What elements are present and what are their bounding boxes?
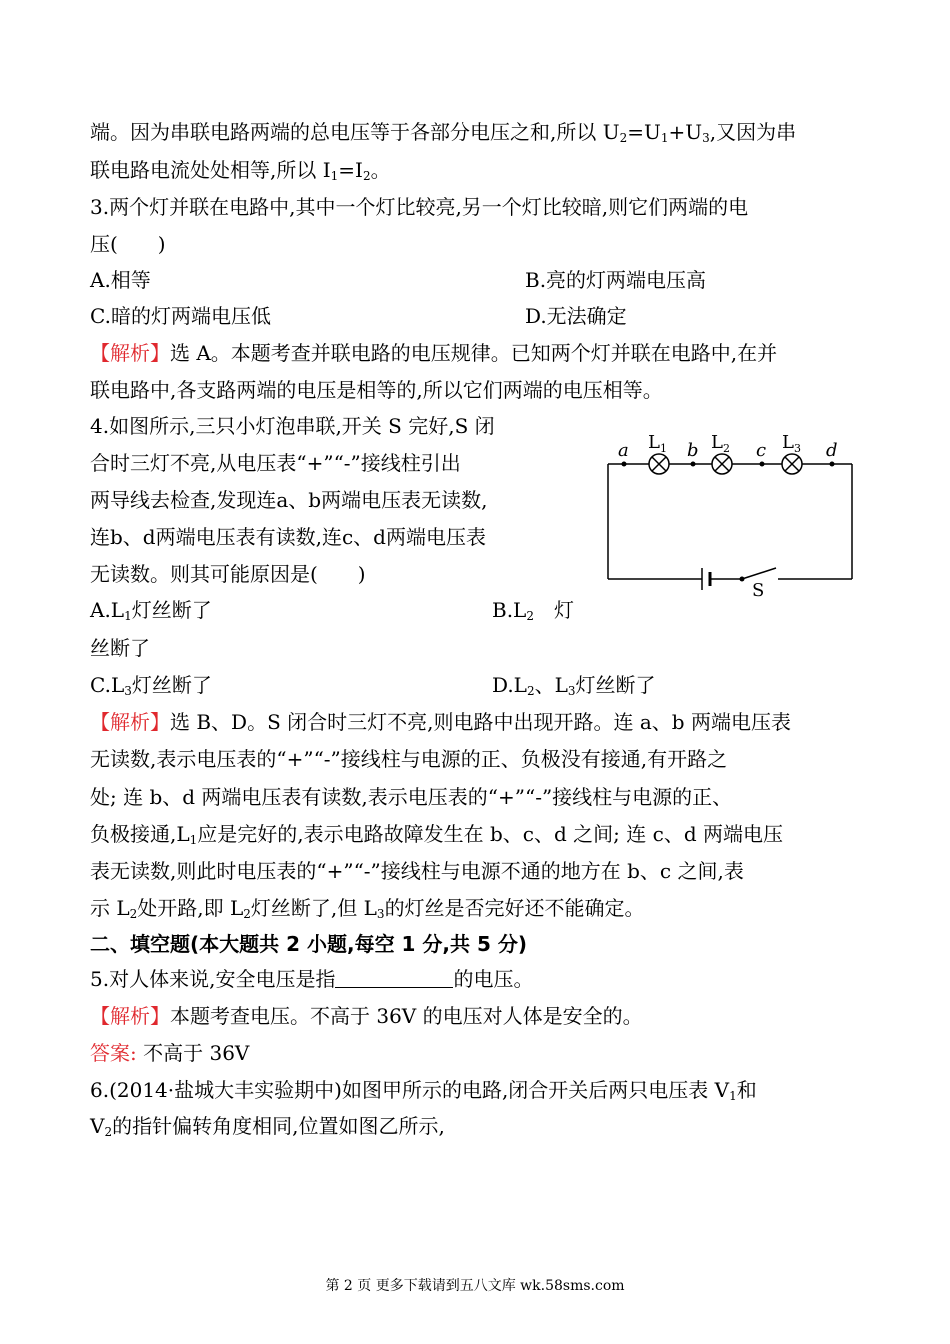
q4-option-b-wrap: 丝断了	[90, 636, 150, 660]
lamp-label-l3: $L_3$	[782, 432, 801, 455]
q2-line-1: 端。因为串联电路两端的总电压等于各部分电压之和,所以 $U_2=U_1+U_3$,又因为串	[90, 120, 797, 145]
node-label-c: c	[756, 440, 767, 461]
q4-option-d: $D.L_2$、$L_3$灯丝断了	[492, 673, 656, 698]
q4-analysis-4: 负极接通$,L_1$应是完好的,表示电路故障发生在 b、c、d 之间; 连 c、d 两端电压	[90, 822, 783, 847]
switch-label-s: S	[752, 580, 765, 600]
battery-icon	[702, 568, 710, 590]
q3-analysis-1: 【解析】选 A。本题考查并联电路的电压规律。已知两个灯并联在电路中,在并	[90, 341, 778, 365]
q4-option-a: $A.L_1$灯丝断了	[90, 598, 212, 623]
q3-stem-2: 压( )	[90, 232, 166, 256]
q4-analysis-6: 示 $L_2$处开路,即 $L_2$灯丝断了,但 $L_3$的灯丝是否完好还不能确定。	[90, 896, 645, 921]
q2-line-2: 联电路电流处处相等,所以 $I_1=I_2$。	[90, 158, 391, 183]
q4-analysis-5: 表无读数,则此时电压表的“+”“-”接线柱与电源不通的地方在 b、c 之间,表	[90, 859, 744, 883]
analysis-tag: 【解析】	[90, 1004, 170, 1028]
answer-tag: 答案:	[90, 1041, 137, 1065]
circuit-diagram	[600, 420, 860, 600]
q5-analysis: 【解析】本题考查电压。不高于 36V 的电压对人体是安全的。	[90, 1004, 643, 1028]
q5-answer: 答案: 不高于 36V	[90, 1041, 250, 1065]
node-label-d: d	[826, 440, 838, 461]
q3-stem-1: 3.两个灯并联在电路中,其中一个灯比较亮,另一个灯比较暗,则它们两端的电	[90, 195, 749, 219]
analysis-tag: 【解析】	[90, 341, 170, 365]
q6-line-2: $V_2$的指针偏转角度相同,位置如图乙所示,	[90, 1114, 445, 1139]
page-footer: 第 2 页 更多下载请到五八文库 wk.58sms.com	[325, 1278, 625, 1294]
lamp-label-l2: $L_2$	[711, 432, 730, 455]
lamp-label-l1: $L_1$	[648, 432, 667, 455]
q4-option-b: $B.L_2$ 灯	[492, 598, 574, 623]
q3-option-a: A.相等	[90, 268, 151, 292]
junction-dots	[622, 462, 835, 582]
lamp-l3-icon	[782, 454, 802, 474]
q4-stem-1: 4.如图所示,三只小灯泡串联,开关 S 完好,S 闭	[90, 414, 495, 438]
answer-blank[interactable]	[335, 969, 453, 988]
q5-stem: 5.对人体来说,安全电压是指 的电压。	[90, 967, 534, 991]
analysis-tag: 【解析】	[90, 710, 170, 734]
q4-analysis-3: 处; 连 b、d 两端电压表有读数,表示电压表的“+”“-”接线柱与电源的正、	[90, 785, 733, 809]
q4-stem-4: 连b、d两端电压表有读数,连c、d两端电压表	[90, 525, 486, 549]
lamp-l2-icon	[712, 454, 732, 474]
q6-line-1: 6.(2014·盐城大丰实验期中)如图甲所示的电路,闭合开关后两只电压表 $V_1$和	[90, 1078, 757, 1103]
q4-stem-3: 两导线去检查,发现连a、b两端电压表无读数,	[90, 488, 488, 512]
node-label-a: a	[618, 440, 629, 461]
q4-option-c: $C.L_3$灯丝断了	[90, 673, 212, 698]
q4-analysis-2: 无读数,表示电压表的“+”“-”接线柱与电源的正、负极没有接通,有开路之	[90, 747, 728, 771]
section-title: 二、填空题(本大题共 2 小题,每空 1 分,共 5 分)	[90, 932, 528, 956]
q4-stem-2: 合时三灯不亮,从电压表“+”“-”接线柱引出	[90, 451, 461, 475]
q3-option-b: B.亮的灯两端电压高	[525, 268, 707, 292]
lamp-l1-icon	[649, 454, 669, 474]
q3-option-d: D.无法确定	[525, 304, 627, 328]
q4-analysis-1: 【解析】选 B、D。S 闭合时三灯不亮,则电路中出现开路。连 a、b 两端电压表	[90, 710, 791, 734]
q3-option-c: C.暗的灯两端电压低	[90, 304, 271, 328]
q4-stem-5: 无读数。则其可能原因是( )	[90, 562, 366, 586]
q3-analysis-2: 联电路中,各支路两端的电压是相等的,所以它们两端的电压相等。	[90, 378, 663, 402]
node-label-b: b	[687, 440, 699, 461]
